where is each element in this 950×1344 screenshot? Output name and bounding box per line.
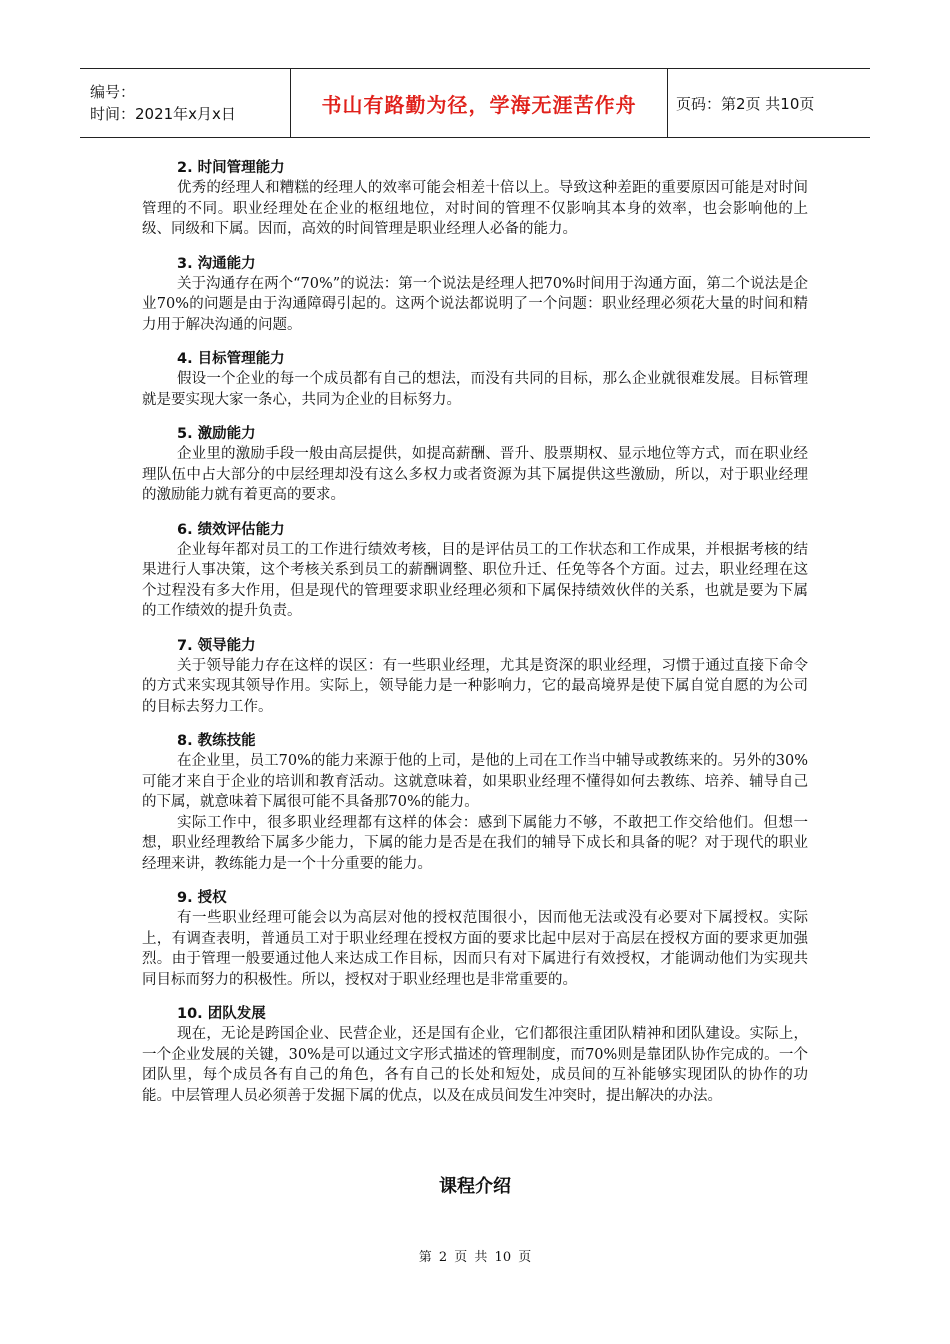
section-paragraph: 在企业里，员工70%的能力来源于他的上司，是他的上司在工作当中辅导或教练来的。另外的30%可能才来自于企业的培训和教育活动。这就意味着，如果职业经理不懂得如何去教练、培养、辅导自己的下属，就意味着下属很可能不具备那70%的能力。	[142, 753, 808, 810]
section-heading: 2. 时间管理能力	[177, 160, 285, 176]
header-meta	[80, 69, 290, 137]
section	[142, 520, 808, 622]
course-title: 课程介绍	[439, 1176, 511, 1197]
section	[142, 1004, 808, 1106]
section-paragraph: 有一些职业经理可能会以为高层对他的授权范围很小，因而他无法或没有必要对下属授权。实际上，有调查表明，普通员工对于职业经理在授权方面的要求比起中层对于高层在授权方面的要求更加强烈。由于管理一般要通过他人来达成工作目标，因而只有对下属进行有效授权，才能调动他们为实现共同目标而努力的积极性。所以，授权对于职业经理也是非常重要的。	[142, 910, 808, 988]
page-footer: 第 2 页 共 10 页	[418, 1250, 532, 1265]
header-motto-cell	[290, 69, 668, 137]
section-heading: 8. 教练技能	[177, 733, 256, 749]
section-heading: 5. 激励能力	[177, 426, 256, 442]
section-heading: 9. 授权	[177, 890, 227, 906]
document-body	[142, 158, 808, 1120]
section-paragraph: 实际工作中，很多职业经理都有这样的体会：感到下属能力不够，不敢把工作交给他们。但想一想，职业经理教给下属多少能力，下属的能力是否是在我们的辅导下成长和具备的呢？对于现代的职业经理来讲，教练能力是一个十分重要的能力。	[142, 814, 808, 872]
section	[142, 349, 808, 410]
section-paragraph: 企业里的激励手段一般由高层提供，如提高薪酬、晋升、股票期权、显示地位等方式，而在职业经理队伍中占大部分的中层经理却没有这么多权力或者资源为其下属提供这些激励，所以，对于职业经理的激励能力就有着更高的要求。	[142, 446, 808, 503]
header-page-cell	[668, 69, 870, 137]
section	[142, 158, 808, 240]
section-paragraph: 关于领导能力存在这样的误区：有一些职业经理，尤其是资深的职业经理，习惯于通过直接下命令的方式来实现其领导作用。实际上，领导能力是一种影响力，它的最高境界是使下属自觉自愿的为公司的目标去努力工作。	[142, 657, 808, 715]
section-heading: 3. 沟通能力	[177, 255, 256, 272]
section	[142, 731, 808, 874]
document-number-label: 编号：	[90, 83, 136, 101]
section-heading: 6. 绩效评估能力	[177, 521, 285, 538]
section-heading: 10. 团队发展	[177, 1006, 266, 1022]
section-paragraph: 企业每年都对员工的工作进行绩效考核，目的是评估员工的工作状态和工作成果，并根据考核的结果进行人事决策，这个考核关系到员工的薪酬调整、职位升迁、任免等各个方面。过去，职业经理在这个过程没有多大作用，但是现代的管理要求职业经理必须和下属保持绩效伙伴的关系，也就是要为下属的工作绩效的提升负责。	[142, 541, 808, 619]
document-date: 时间：2021年x月x日	[90, 105, 236, 123]
section-paragraph: 假设一个企业的每一个成员都有自己的想法，而没有共同的目标，那么企业就很难发展。目标管理就是要实现大家一条心，共同为企业的目标努力。	[142, 371, 808, 408]
section-paragraph: 现在，无论是跨国企业、民营企业，还是国有企业，它们都很注重团队精神和团队建设。实际上，一个企业发展的关键，30%是可以通过文字形式描述的管理制度，而70%则是靠团队协作完成的。一个团队里，每个成员各有自己的角色，各有自己的长处和短处，成员间的互补能够实现团队的协作的功能。中层管理人员必须善于发掘下属的优点，以及在成员间发生冲突时，提出解决的办法。	[142, 1026, 808, 1104]
page-header	[80, 68, 870, 138]
section	[142, 888, 808, 990]
section-paragraph: 优秀的经理人和糟糕的经理人的效率可能会相差十倍以上。导致这种差距的重要原因可能是对时间管理的不同。职业经理处在企业的枢纽地位，对时间的管理不仅影响其本身的效率，也会影响他的上级、同级和下属。因而，高效的时间管理是职业经理人必备的能力。	[142, 180, 808, 237]
section	[142, 254, 808, 336]
section-heading: 7. 领导能力	[177, 637, 256, 654]
section-paragraph: 关于沟通存在两个“70%”的说法：第一个说法是经理人把70%时间用于沟通方面，第二个说法是企业70%的问题是由于沟通障碍引起的。这两个说法都说明了一个问题：职业经理必须花大量的时间和精力用于解决沟通的问题。	[142, 275, 808, 333]
section-heading: 4. 目标管理能力	[177, 351, 285, 367]
header-motto: 书山有路勤为径，学海无涯苦作舟	[321, 92, 637, 117]
section	[142, 424, 808, 506]
header-page-number: 页码：第2页 共10页	[676, 94, 815, 113]
section	[142, 636, 808, 718]
